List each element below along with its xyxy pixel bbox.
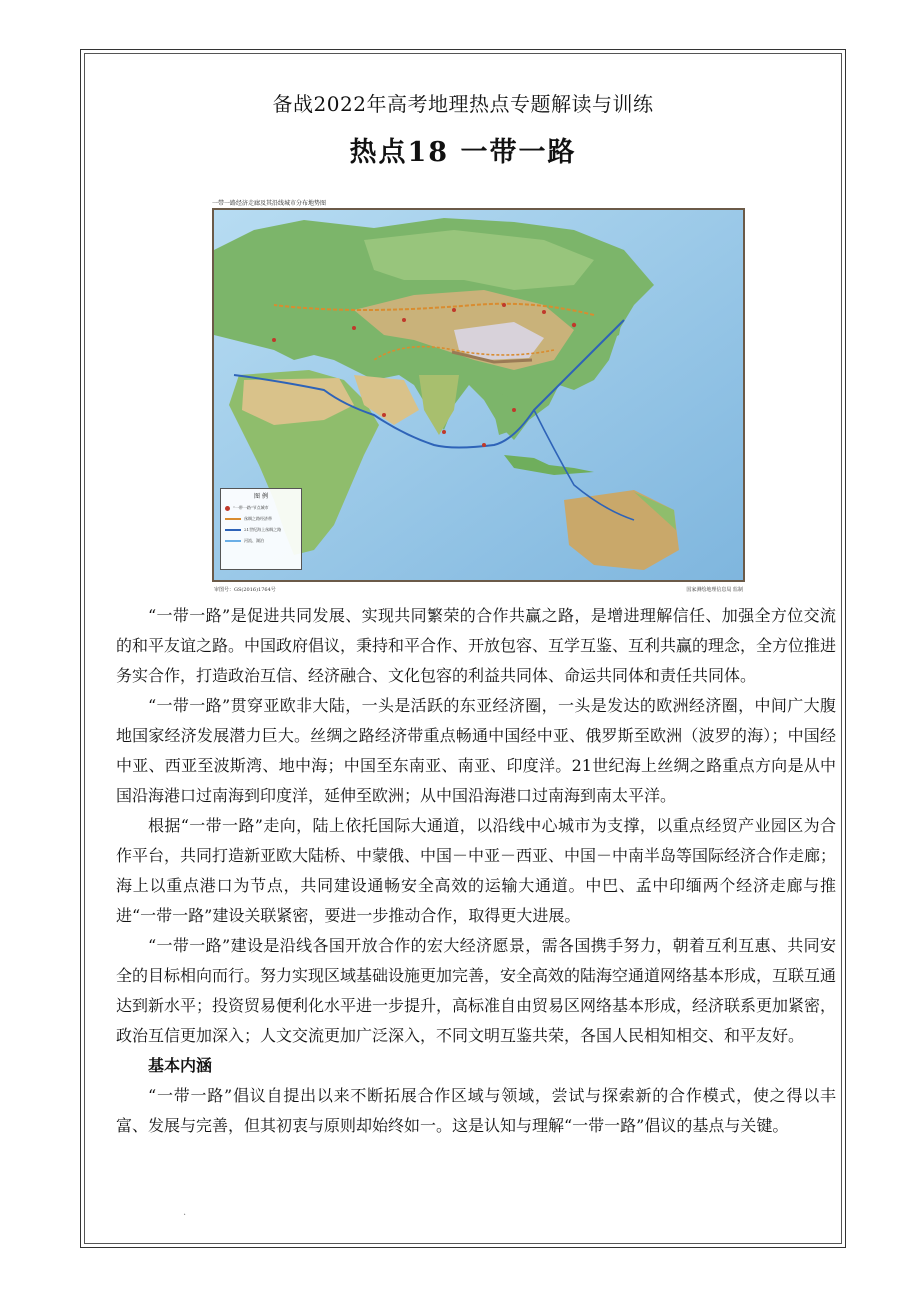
stray-mark: .	[183, 1207, 187, 1218]
document-subtitle: 备战2022年高考地理热点专题解读与训练	[272, 92, 654, 116]
city-dot-icon	[225, 506, 230, 511]
paragraph-4: “一带一路”建设是沿线各国开放合作的宏大经济愿景，需各国携手努力，朝着互利互惠、共同安全的目标相向而行。努力实现区域基础设施更加完善，安全高效的陆海空通道网络基本形成，互联互通达到新水平；投资贸易便利化水平进一步提升，高标准自由贸易区网络基本形成，经济联系更加紧密，政治互信更加深入；人文交流更加广泛深入，不同文明互鉴共荣，各国人民相知相交、和平友好。	[116, 936, 837, 1045]
paragraph-1: “一带一路”是促进共同发展、实现共同繁荣的合作共赢之路，是增进理解信任、加强全方位交流的和平友谊之路。中国政府倡议，秉持和平合作、开放包容、互学互鉴、互利共赢的理念，全方位推进务实合作，打造政治互信、经济融合、文化包容的利益共同体、命运共同体和责任共同体。	[116, 606, 837, 685]
belt-and-road-map	[212, 198, 745, 596]
silk-road-line-icon	[225, 518, 241, 520]
legend-item-city: "一带一路"节点城市	[225, 505, 297, 511]
article-body	[116, 601, 836, 1141]
paragraph-3: 根据“一带一路”走向，陆上依托国际大通道，以沿线中心城市为支撑，以重点经贸产业园区为合作平台，共同打造新亚欧大陆桥、中蒙俄、中国－中亚－西亚、中国－中南半岛等国际经济合作走廊；海上以重点港口为节点，共同建设通畅安全高效的运输大通道。中巴、孟中印缅两个经济走廊与推进“一带一路”建设关联紧密，要进一步推动合作，取得更大进展。	[116, 816, 837, 925]
document-title: 热点18 一带一路	[349, 137, 577, 168]
map-frame	[212, 208, 745, 582]
map-legend	[220, 488, 302, 570]
section-heading: 基本内涵	[148, 1056, 213, 1075]
map-caption: 一带一路经济走廊及其沿线城市分布地势图	[212, 200, 327, 207]
legend-item-maritime: 21世纪海上丝绸之路	[225, 527, 297, 533]
section-paragraph: “一带一路”倡议自提出以来不断拓展合作区域与领域，尝试与探索新的合作模式，使之得以丰富、发展与完善，但其初衷与原则却始终如一。这是认知与理解“一带一路”倡议的基点与关键。	[116, 1086, 836, 1135]
paragraph-2: “一带一路”贯穿亚欧非大陆，一头是活跃的东亚经济圈，一头是发达的欧洲经济圈，中间广大腹地国家经济发展潜力巨大。丝绸之路经济带重点畅通中国经中亚、俄罗斯至欧洲（波罗的海）；中国经中亚、西亚至波斯湾、地中海；中国至东南亚、南亚、印度洋。21世纪海上丝绸之路重点方向是从中国沿海港口过南海到印度洋，延伸至欧洲；从中国沿海港口过南海到南太平洋。	[116, 696, 836, 805]
legend-title: 图 例	[254, 493, 268, 500]
map-approval-number: 审图号：GS(2016)1764号	[214, 587, 276, 593]
maritime-route-line-icon	[225, 529, 241, 531]
legend-item-river: 河流、湖泊	[225, 538, 297, 544]
river-icon	[225, 540, 241, 542]
map-publisher: 国家测绘地理信息局 监制	[686, 587, 743, 593]
legend-item-silk-road: 丝绸之路经济带	[225, 516, 297, 522]
